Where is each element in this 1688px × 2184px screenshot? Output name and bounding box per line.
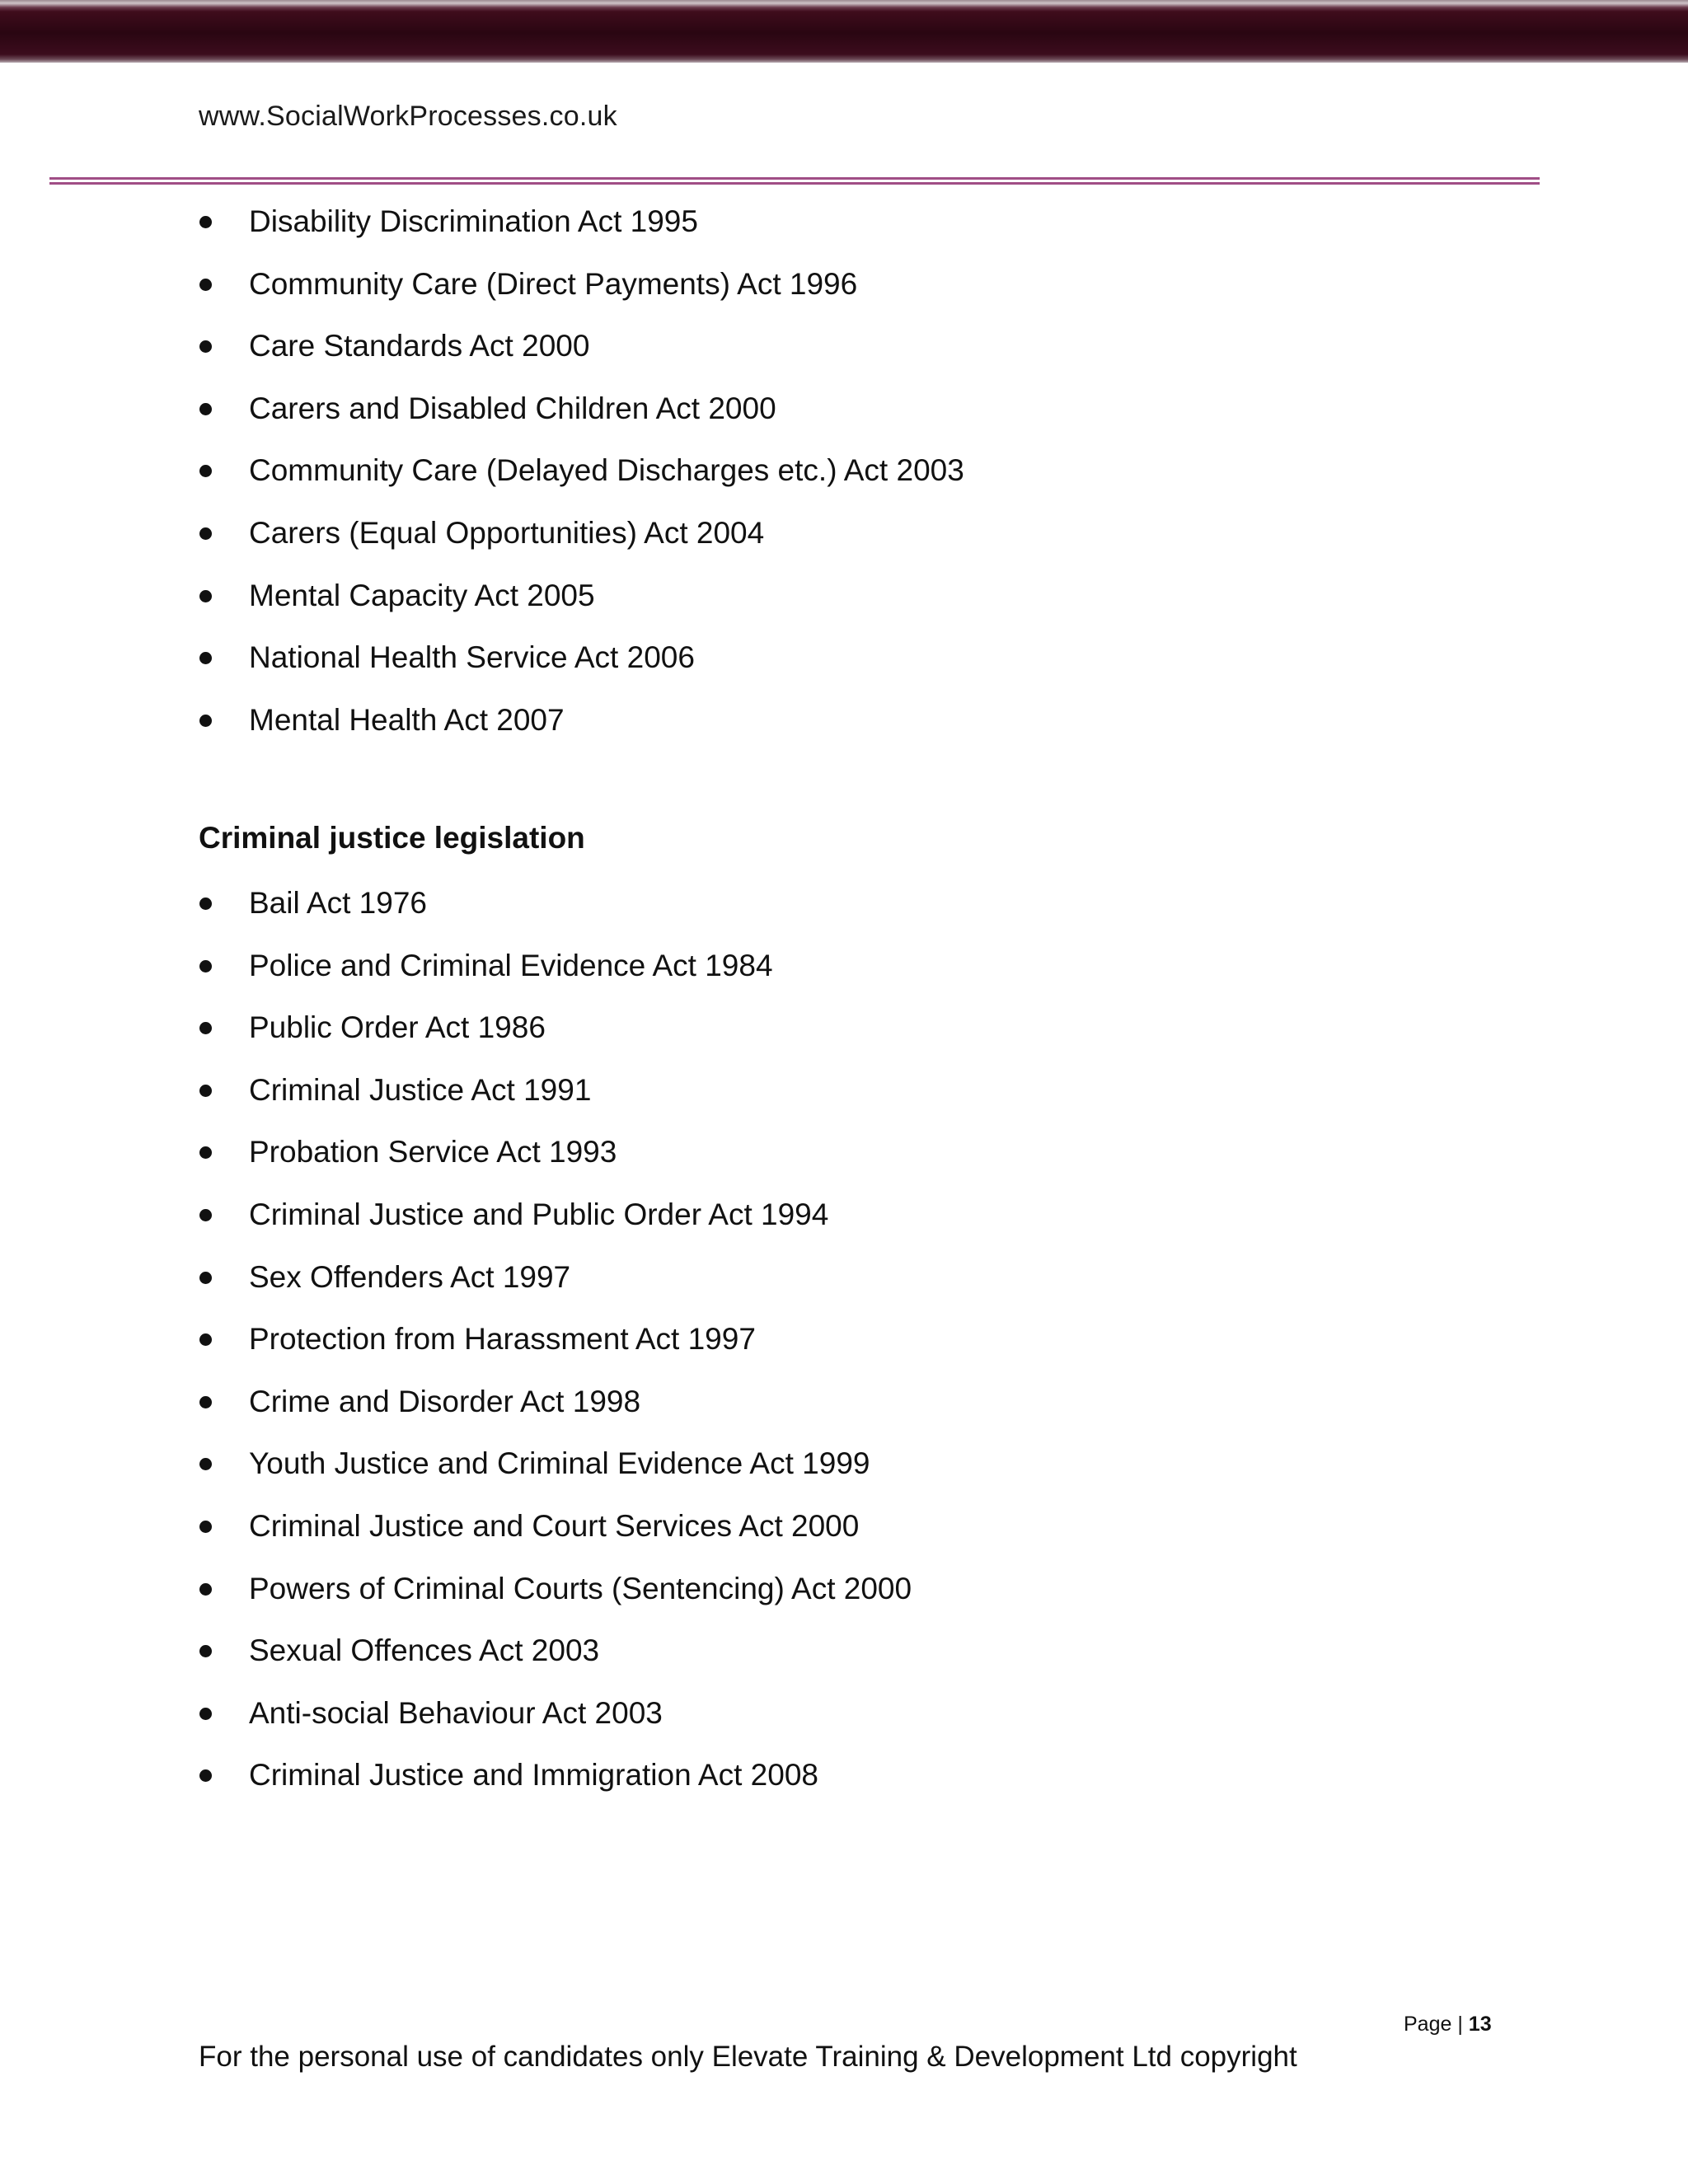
list-item (199, 1068, 912, 1131)
bullet-icon (199, 715, 212, 727)
bullet-icon (199, 1022, 212, 1034)
list-item (199, 1567, 912, 1629)
health-legislation-list (199, 199, 964, 760)
list-item (199, 1753, 912, 1816)
list-item-label: Disability Discrimination Act 1995 (249, 204, 698, 238)
list-item-label: Criminal Justice and Public Order Act 1994 (249, 1197, 829, 1231)
list-item (199, 881, 912, 944)
bullet-icon (199, 465, 212, 477)
list-item (199, 1504, 912, 1567)
header-url: www.SocialWorkProcesses.co.uk (199, 101, 617, 132)
list-item-label: Protection from Harassment Act 1997 (249, 1322, 756, 1357)
bullet-icon (199, 652, 212, 664)
bullet-icon (199, 279, 212, 291)
page-separator: | (1457, 2013, 1463, 2036)
list-item-label: Anti-social Behaviour Act 2003 (249, 1695, 663, 1730)
list-item-label: Probation Service Act 1993 (249, 1135, 617, 1169)
list-item-label: Mental Health Act 2007 (249, 702, 565, 737)
list-item (199, 1441, 912, 1504)
list-item-label: Powers of Criminal Courts (Sentencing) Act 2000 (249, 1571, 912, 1605)
page-label: Page (1404, 2013, 1452, 2036)
bullet-icon (199, 1769, 212, 1782)
list-item-label: Sex Offenders Act 1997 (249, 1259, 571, 1294)
list-item-label: Bail Act 1976 (249, 886, 427, 920)
list-item-label: Youth Justice and Criminal Evidence Act 1999 (249, 1446, 870, 1481)
bullet-icon (199, 960, 212, 972)
bullet-icon (199, 340, 212, 353)
list-item (199, 1130, 912, 1193)
bullet-icon (199, 1583, 212, 1596)
list-item (199, 1629, 912, 1691)
header-band (0, 0, 1688, 63)
bullet-icon (199, 1146, 212, 1159)
header-rule (49, 177, 1540, 185)
list-item (199, 635, 964, 698)
list-item (199, 324, 964, 387)
list-item-label: Carers and Disabled Children Act 2000 (249, 391, 776, 425)
bullet-icon (199, 216, 212, 228)
list-item-label: Criminal Justice and Immigration Act 2008 (249, 1758, 818, 1793)
criminal-legislation-list (199, 881, 912, 1816)
bullet-icon (199, 1708, 212, 1720)
list-item-label: Care Standards Act 2000 (249, 329, 590, 363)
bullet-icon (199, 527, 212, 540)
bullet-icon (199, 1645, 212, 1657)
footer-copyright: For the personal use of candidates only Elevate Training & Development Ltd copyright (199, 2041, 1297, 2073)
list-item-label: Police and Criminal Evidence Act 1984 (249, 948, 773, 982)
bullet-icon (199, 590, 212, 602)
list-item-label: Crime and Disorder Act 1998 (249, 1384, 641, 1418)
list-item-label: Community Care (Delayed Discharges etc.) Act 2003 (249, 453, 964, 488)
list-item (199, 944, 912, 1006)
list-item-label: Sexual Offences Act 2003 (249, 1633, 600, 1668)
bullet-icon (199, 1272, 212, 1284)
bullet-icon (199, 1333, 212, 1346)
list-item-label: Criminal Justice and Court Services Act 2000 (249, 1508, 860, 1543)
bullet-icon (199, 1209, 212, 1221)
bullet-icon (199, 1396, 212, 1408)
bullet-icon (199, 1458, 212, 1470)
list-item-label: Community Care (Direct Payments) Act 1996 (249, 266, 858, 301)
list-item (199, 262, 964, 325)
list-item (199, 1255, 912, 1318)
list-item (199, 574, 964, 636)
list-item-label: Carers (Equal Opportunities) Act 2004 (249, 515, 765, 550)
list-item (199, 511, 964, 574)
header-rule-line (49, 177, 1540, 180)
list-item (199, 199, 964, 262)
list-item (199, 448, 964, 511)
bullet-icon (199, 1521, 212, 1533)
list-item (199, 1380, 912, 1442)
list-item (199, 1691, 912, 1754)
page-number (1404, 2013, 1492, 2036)
bullet-icon (199, 1085, 212, 1097)
list-item-label: Criminal Justice Act 1991 (249, 1072, 592, 1107)
list-item-label: Mental Capacity Act 2005 (249, 578, 595, 612)
list-item (199, 698, 964, 761)
page-number-value: 13 (1468, 2013, 1492, 2036)
criminal-justice-heading: Criminal justice legislation (199, 821, 585, 855)
header-rule-line (49, 182, 1540, 185)
bullet-icon (199, 898, 212, 910)
list-item-label: Public Order Act 1986 (249, 1010, 546, 1045)
bullet-icon (199, 403, 212, 415)
list-item (199, 1005, 912, 1068)
list-item (199, 387, 964, 449)
list-item (199, 1193, 912, 1255)
list-item-label: National Health Service Act 2006 (249, 640, 695, 675)
list-item (199, 1317, 912, 1380)
